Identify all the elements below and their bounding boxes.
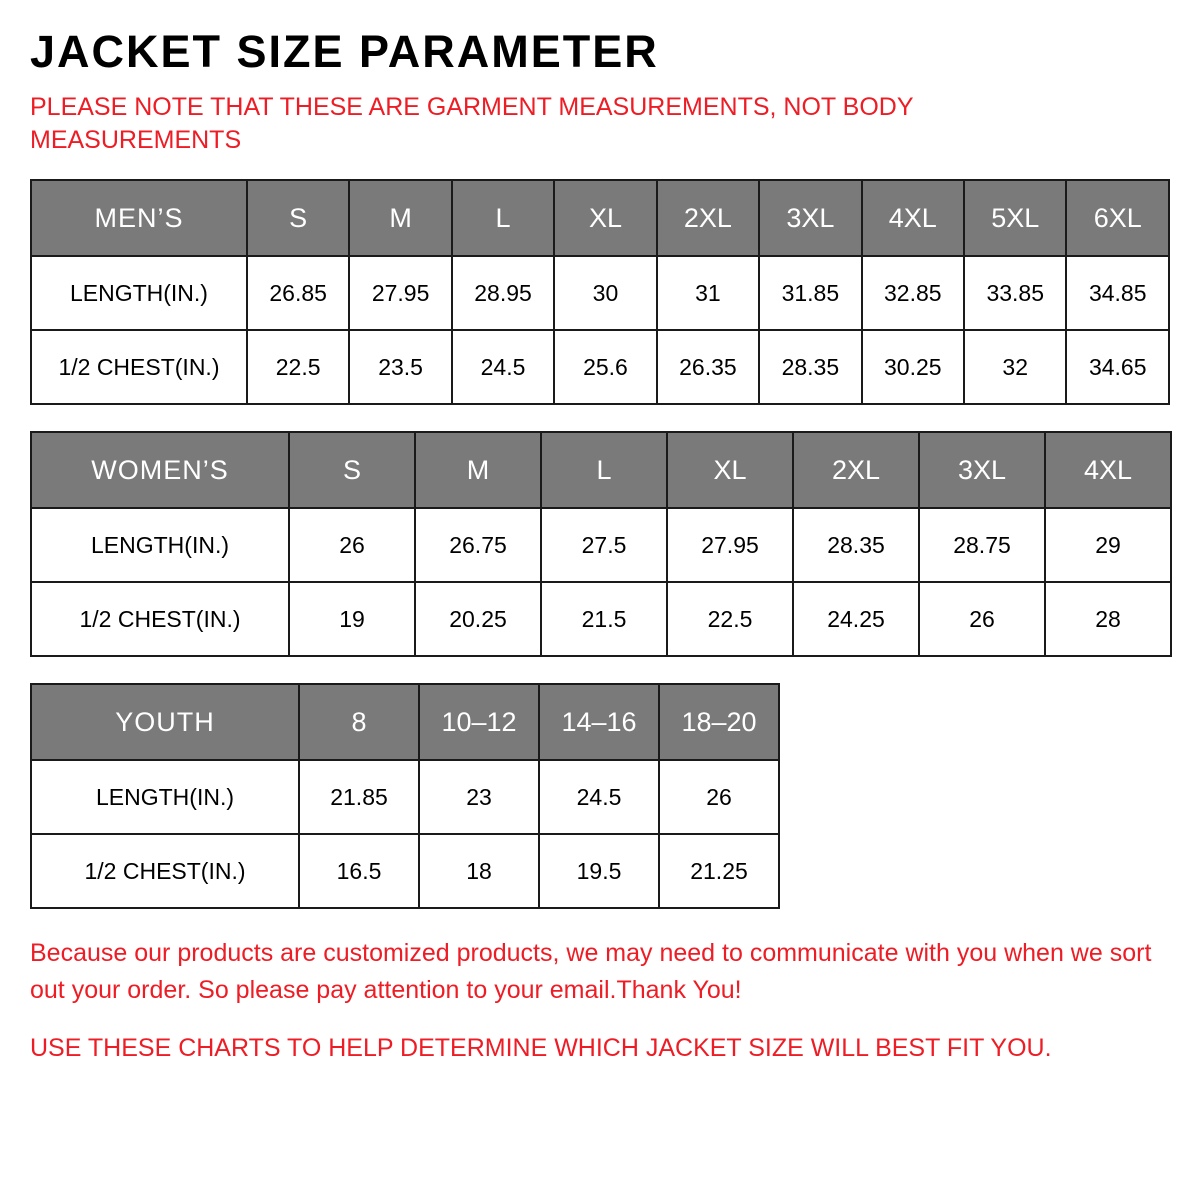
table-row bbox=[31, 834, 779, 908]
size-header: 18–20 bbox=[659, 684, 779, 760]
cell-value: 31 bbox=[657, 256, 759, 330]
cell-value: 19.5 bbox=[539, 834, 659, 908]
size-header: 2XL bbox=[793, 432, 919, 508]
size-header: 8 bbox=[299, 684, 419, 760]
cell-value: 20.25 bbox=[415, 582, 541, 656]
size-header: S bbox=[289, 432, 415, 508]
size-header: 4XL bbox=[862, 180, 964, 256]
cell-value: 19 bbox=[289, 582, 415, 656]
cell-value: 26 bbox=[919, 582, 1045, 656]
cell-value: 24.25 bbox=[793, 582, 919, 656]
row-label: LENGTH(IN.) bbox=[31, 256, 247, 330]
row-label: 1/2 CHEST(IN.) bbox=[31, 582, 289, 656]
cell-value: 29 bbox=[1045, 508, 1171, 582]
row-label: LENGTH(IN.) bbox=[31, 760, 299, 834]
size-header: 3XL bbox=[759, 180, 861, 256]
cell-value: 23 bbox=[419, 760, 539, 834]
table-title-youth: YOUTH bbox=[31, 684, 299, 760]
size-header: 3XL bbox=[919, 432, 1045, 508]
table-row bbox=[31, 760, 779, 834]
table-row bbox=[31, 508, 1171, 582]
size-header: 10–12 bbox=[419, 684, 539, 760]
table-header-row bbox=[31, 180, 1169, 256]
size-header: XL bbox=[667, 432, 793, 508]
size-header: 2XL bbox=[657, 180, 759, 256]
size-header: 5XL bbox=[964, 180, 1066, 256]
row-label: LENGTH(IN.) bbox=[31, 508, 289, 582]
size-header: XL bbox=[554, 180, 656, 256]
cell-value: 34.65 bbox=[1066, 330, 1169, 404]
size-header: 4XL bbox=[1045, 432, 1171, 508]
cell-value: 22.5 bbox=[247, 330, 349, 404]
cell-value: 18 bbox=[419, 834, 539, 908]
cell-value: 27.5 bbox=[541, 508, 667, 582]
cell-value: 28 bbox=[1045, 582, 1171, 656]
cell-value: 21.5 bbox=[541, 582, 667, 656]
row-label: 1/2 CHEST(IN.) bbox=[31, 330, 247, 404]
cell-value: 28.95 bbox=[452, 256, 554, 330]
size-header: S bbox=[247, 180, 349, 256]
cell-value: 32.85 bbox=[862, 256, 964, 330]
size-header: M bbox=[415, 432, 541, 508]
row-label: 1/2 CHEST(IN.) bbox=[31, 834, 299, 908]
cell-value: 26.85 bbox=[247, 256, 349, 330]
cell-value: 26.75 bbox=[415, 508, 541, 582]
table-row bbox=[31, 330, 1169, 404]
womens-size-table bbox=[30, 431, 1172, 657]
cell-value: 27.95 bbox=[667, 508, 793, 582]
size-header: L bbox=[452, 180, 554, 256]
footer-note-charts: USE THESE CHARTS TO HELP DETERMINE WHICH JACKET SIZE WILL BEST FIT YOU. bbox=[30, 1033, 1052, 1062]
cell-value: 34.85 bbox=[1066, 256, 1169, 330]
cell-value: 31.85 bbox=[759, 256, 861, 330]
cell-value: 26 bbox=[659, 760, 779, 834]
cell-value: 26.35 bbox=[657, 330, 759, 404]
table-title-mens: MEN’S bbox=[31, 180, 247, 256]
cell-value: 16.5 bbox=[299, 834, 419, 908]
cell-value: 33.85 bbox=[964, 256, 1066, 330]
page-title: JACKET SIZE PARAMETER bbox=[30, 26, 659, 77]
mens-size-table bbox=[30, 179, 1170, 405]
cell-value: 24.5 bbox=[452, 330, 554, 404]
table-row bbox=[31, 582, 1171, 656]
measurement-note: PLEASE NOTE THAT THESE ARE GARMENT MEASUREMENTS, NOT BODY MEASUREMENTS bbox=[30, 93, 914, 155]
cell-value: 21.25 bbox=[659, 834, 779, 908]
cell-value: 22.5 bbox=[667, 582, 793, 656]
cell-value: 21.85 bbox=[299, 760, 419, 834]
table-header-row bbox=[31, 684, 779, 760]
footer-note-customized: Because our products are customized products, we may need to communicate with you when we sort out your order. So please pay attention to your email.Thank You! bbox=[30, 939, 1152, 1004]
cell-value: 28.35 bbox=[793, 508, 919, 582]
cell-value: 26 bbox=[289, 508, 415, 582]
size-header: 14–16 bbox=[539, 684, 659, 760]
cell-value: 25.6 bbox=[554, 330, 656, 404]
size-header: 6XL bbox=[1066, 180, 1169, 256]
cell-value: 24.5 bbox=[539, 760, 659, 834]
cell-value: 23.5 bbox=[349, 330, 451, 404]
cell-value: 28.75 bbox=[919, 508, 1045, 582]
cell-value: 30 bbox=[554, 256, 656, 330]
table-header-row bbox=[31, 432, 1171, 508]
size-header: L bbox=[541, 432, 667, 508]
table-title-womens: WOMEN’S bbox=[31, 432, 289, 508]
cell-value: 27.95 bbox=[349, 256, 451, 330]
youth-size-table bbox=[30, 683, 780, 909]
table-row bbox=[31, 256, 1169, 330]
cell-value: 28.35 bbox=[759, 330, 861, 404]
cell-value: 30.25 bbox=[862, 330, 964, 404]
cell-value: 32 bbox=[964, 330, 1066, 404]
size-header: M bbox=[349, 180, 451, 256]
